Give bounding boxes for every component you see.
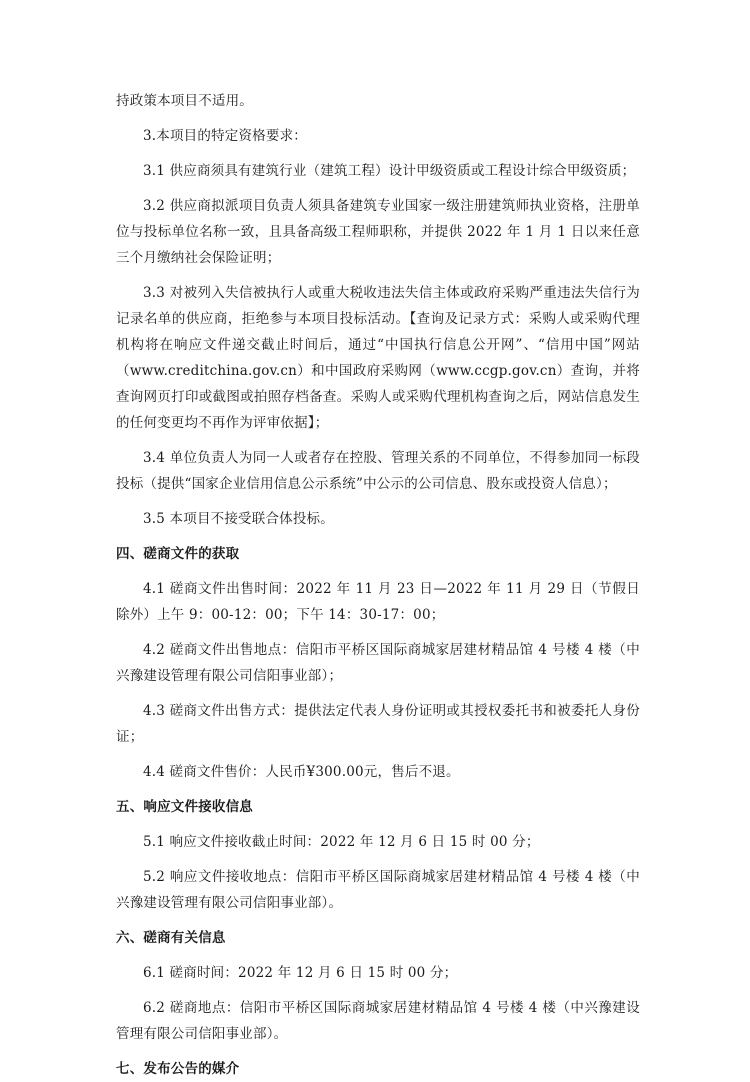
- clause-4-4: 4.4 磋商文件售价：人民币¥300.00元，售后不退。: [143, 764, 460, 780]
- clause-5-1: 5.1 响应文件接收截止时间：2022 年 12 月 6 日 15 时 00 分；: [143, 834, 540, 850]
- section-5-heading: 五、响应文件接收信息: [116, 799, 253, 815]
- clause-3-3: 3.3 对被列入失信被执行人或重大税收违法失信主体或政府采购严重违法失信行为记录名单的供应商，拒绝参与本项目投标活动。【查询及记录方式：采购人或采购代理机构将在响应文件递交截止时间后，通过“中国执行信息公开网”、“信用中国”网站（www.creditchina.gov.cn）和中国政府采购网（www.ccgp.gov.cn）查询，并将查询网页打印或截图或拍照存档备查。采购人或采购代理机构查询之后，网站信息发生的任何变更均不再作为评审依据】；: [116, 285, 640, 431]
- section-4-heading: 四、磋商文件的获取: [116, 546, 240, 562]
- clause-4-3: 4.3 磋商文件出售方式：提供法定代表人身份证明或其授权委托书和被委托人身份证；: [116, 703, 640, 745]
- clause-4-2: 4.2 磋商文件出售地点：信阳市平桥区国际商城家居建材精品馆 4 号楼 4 楼（中兴豫建设管理有限公司信阳事业部）；: [116, 642, 640, 684]
- section-7-heading: 七、发布公告的媒介: [116, 1061, 240, 1077]
- document-page: [116, 88, 640, 1082]
- clause-5-2: 5.2 响应文件接收地点：信阳市平桥区国际商城家居建材精品馆 4 号楼 4 楼（中兴豫建设管理有限公司信阳事业部）。: [116, 869, 640, 911]
- clause-4-1: 4.1 磋商文件出售时间：2022 年 11 月 23 日—2022 年 11 月 29 日（节假日除外）上午 9：00-12：00；下午 14：30-17：00；: [116, 581, 640, 623]
- section-3-title: 3.本项目的特定资格要求：: [143, 128, 307, 144]
- section-6-heading: 六、磋商有关信息: [116, 930, 226, 946]
- clause-6-2: 6.2 磋商地点：信阳市平桥区国际商城家居建材精品馆 4 号楼 4 楼（中兴豫建设管理有限公司信阳事业部）。: [116, 1000, 640, 1042]
- clause-3-4: 3.4 单位负责人为同一人或者存在控股、管理关系的不同单位，不得参加同一标段投标（提供“国家企业信用信息公示系统”中公示的公司信息、股东或投资人信息）；: [116, 450, 640, 492]
- clause-6-1: 6.1 磋商时间：2022 年 12 月 6 日 15 时 00 分；: [143, 965, 458, 981]
- clause-3-2: 3.2 供应商拟派项目负责人须具备建筑专业国家一级注册建筑师执业资格，注册单位与投标单位名称一致，且具备高级工程师职称，并提供 2022 年 1 月 1 日以来任意三个月缴纳社会保险证明；: [116, 198, 640, 266]
- paragraph-policy-note: 持政策本项目不适用。: [116, 93, 253, 109]
- clause-3-5: 3.5 本项目不接受联合体投标。: [143, 511, 334, 527]
- clause-3-1: 3.1 供应商须具有建筑行业（建筑工程）设计甲级资质或工程设计综合甲级资质；: [143, 163, 636, 179]
